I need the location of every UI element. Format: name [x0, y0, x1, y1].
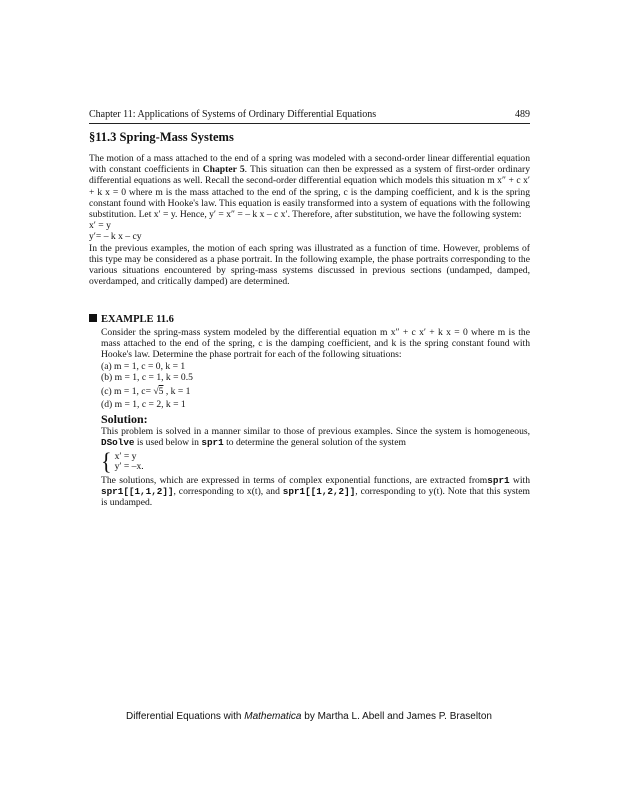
ode-system	[101, 447, 530, 475]
intro-text	[89, 153, 530, 287]
sqrt-radicand: 5	[158, 386, 164, 398]
left-brace: {	[101, 447, 112, 475]
system-line-1: x′ = y	[114, 450, 137, 462]
section-title: §11.3 Spring-Mass Systems	[89, 130, 234, 144]
page-number: 489	[515, 109, 530, 120]
sol-text-c: to determine the general solution of the system	[223, 437, 406, 449]
sol2-text-b: with	[509, 474, 530, 486]
chapter-reference: Chapter 5	[202, 164, 245, 176]
sol2-text-c: , corresponding to x(t), and	[173, 485, 283, 497]
footer-italic-title: Mathematica	[244, 711, 302, 722]
code-spr1-ref: spr1	[487, 474, 510, 486]
intro-paragraph-2: In the previous examples, the motion of each spring was illustrated as a function of time. However, problems of this type may be considered as a phase portrait. In the following example, the phase portraits corresponding to the various situations encountered by spring-mass systems discussed in previous sections (undamped, damped, overdamped, and critically damped) are determined.	[89, 242, 530, 288]
running-header	[89, 108, 530, 124]
code-spr1-y: spr1[[1,2,2]]	[282, 485, 356, 497]
intro-paragraph-1	[89, 153, 530, 220]
solution-paragraph-2	[101, 475, 530, 509]
case-a: (a) m = 1, c = 0, k = 1	[101, 360, 186, 372]
square-bullet-icon	[89, 314, 97, 322]
example-body	[101, 327, 530, 508]
solution-heading: Solution:	[101, 412, 148, 427]
equation-1: x′ = y	[89, 220, 111, 232]
intro-p1-text-a: The motion of a mass attached to the end of a spring was modeled with a second-order linear differential equation with constant coefficients in	[89, 153, 530, 176]
case-list	[101, 361, 530, 411]
system-line-2	[115, 462, 144, 472]
sol-text-a: This problem is solved in a manner similar to those of previous examples. Since the system is homogeneous,	[101, 426, 530, 438]
example-label: EXAMPLE 11.6	[101, 314, 174, 325]
code-spr1-x: spr1[[1,1,2]]	[101, 485, 174, 497]
system-period: .	[141, 460, 144, 472]
code-dsolve: DSolve	[101, 437, 135, 449]
sol-text-b: is used below in	[134, 437, 202, 449]
solution-paragraph-1	[101, 426, 530, 448]
footer-text-a: Differential Equations with	[126, 711, 245, 722]
running-title: Chapter 11: Applications of Systems of Ordinary Differential Equations	[89, 109, 377, 120]
sol2-text-a: The solutions, which are expressed in terms of complex exponential functions, are extracted from	[101, 474, 488, 486]
example-heading	[89, 314, 174, 325]
sqrt-symbol: √	[153, 386, 159, 398]
case-d: (d) m = 1, c = 2, k = 1	[101, 399, 186, 411]
sol2-text-d: , corresponding to y(t). Note that this system is undamped.	[101, 485, 530, 509]
page-footer	[0, 711, 618, 722]
case-b: (b) m = 1, c = 1, k = 0.5	[101, 371, 193, 383]
footer-text-b: by Martha L. Abell and James P. Braselton	[301, 711, 492, 722]
case-c-prefix: (c) m = 1, c=	[101, 386, 154, 398]
system-line-2-eq: y′ = –x	[114, 460, 142, 472]
system-lines	[115, 452, 144, 472]
intro-p1-text-b: . This situation can then be expressed as a system of first-order ordinary differential equations as well. Recall the second-order differential equation which models this situation m x″ + c x′ + k x = 0 where m is the mass attached to the end of the spring, c is the damping coefficient, and k is the spring constant found with Hooke's law. This equation is easily transformed into a system of equations with the following substitution. Let x′ = y. Hence, y′ = x″ = – k x – c x′. Therefore, after substitution, we have the following system:	[89, 164, 531, 221]
example-statement: Consider the spring-mass system modeled by the differential equation m x″ + c x′ + k x = 0 where m is the mass attached to the end of the spring, c is the damping coefficient, and k is the spring constant found with Hooke's law. Determine the phase portrait for each of the following situations:	[101, 327, 530, 361]
equation-2: y′= – k x – cy	[89, 231, 142, 243]
code-spr1: spr1	[201, 437, 224, 449]
case-c	[101, 385, 530, 399]
case-c-suffix: , k = 1	[163, 386, 191, 398]
